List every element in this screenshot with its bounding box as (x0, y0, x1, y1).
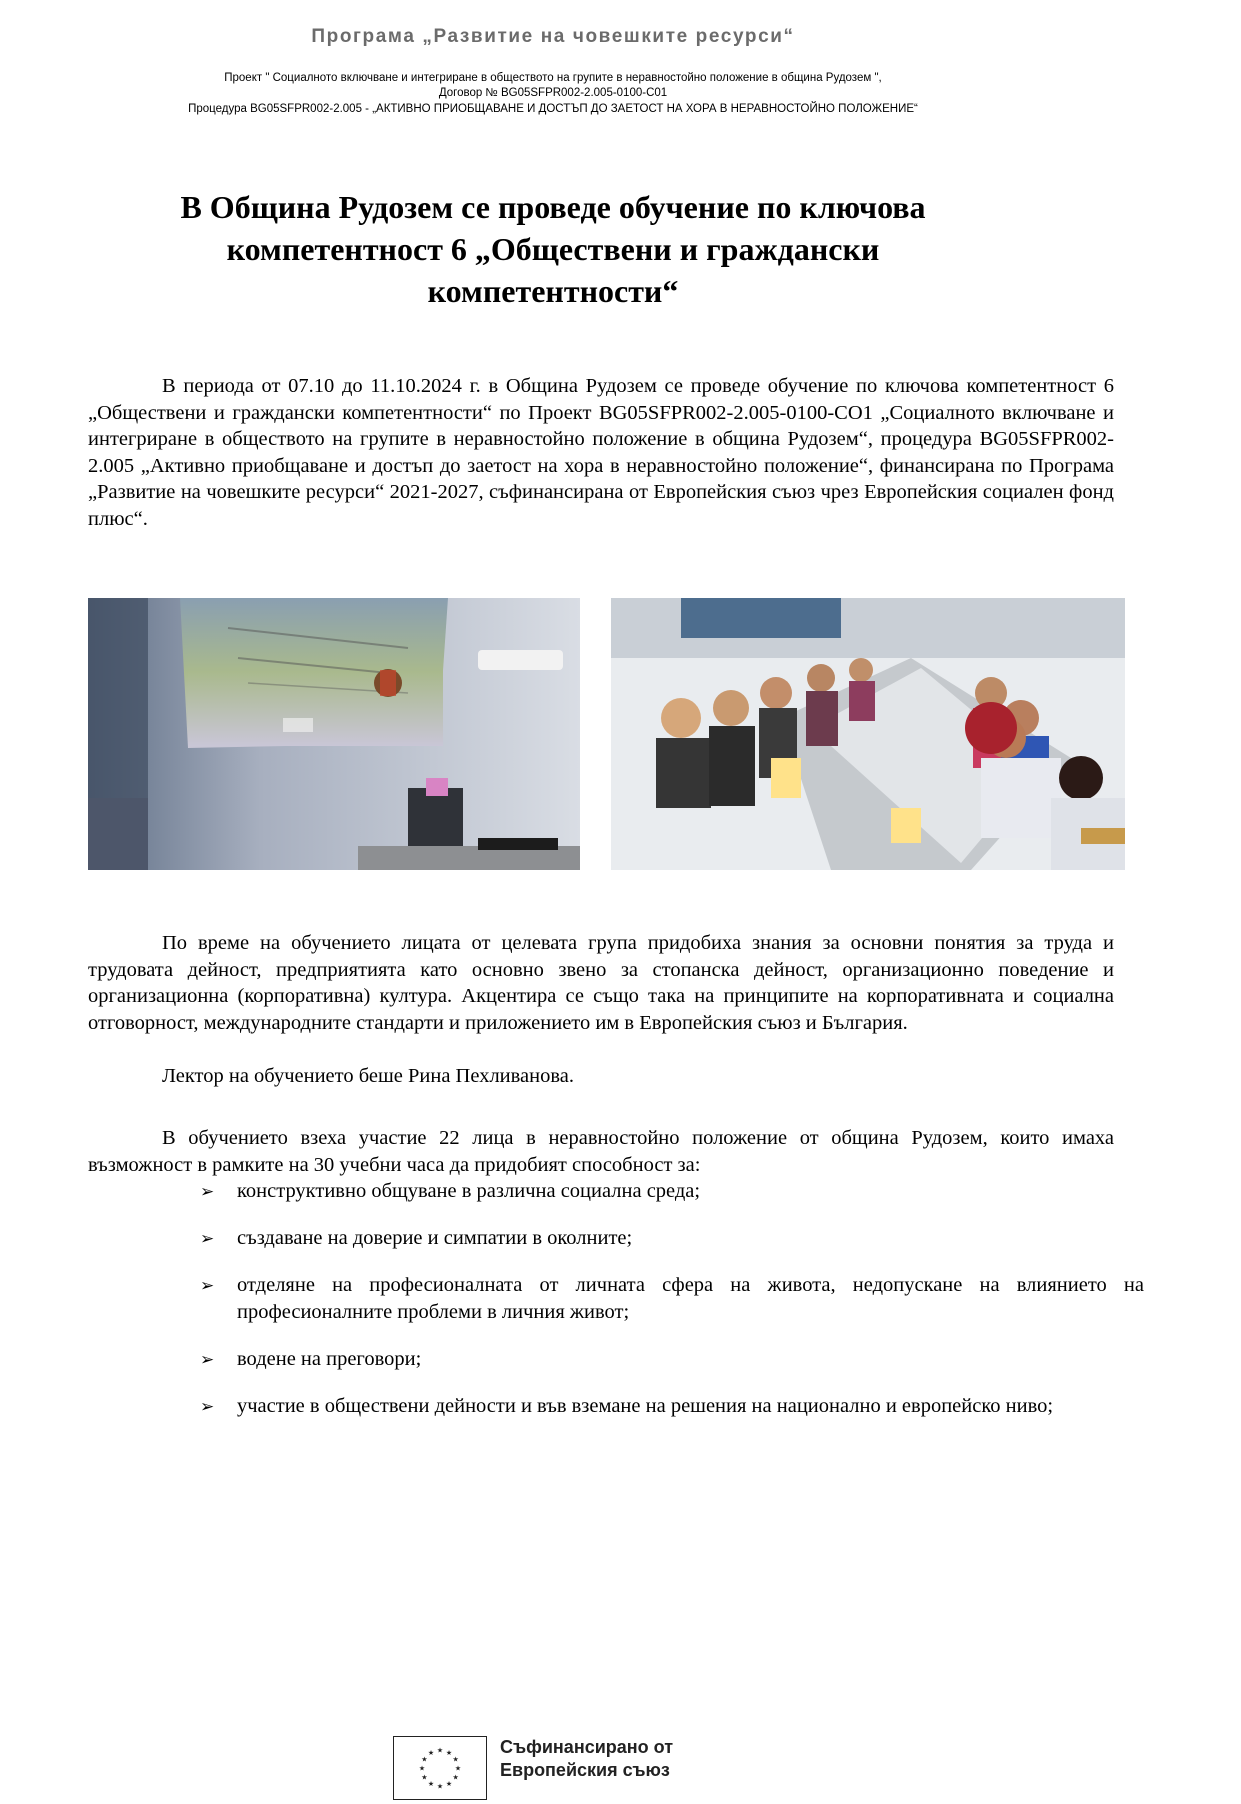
arrow-bullet-icon: ➢ (200, 1229, 215, 1248)
arrow-bullet-icon: ➢ (200, 1350, 215, 1369)
title-line-3: компетентности“ (427, 273, 679, 309)
list-item: ➢ отделяне на професионалната от личната сфера на живота, недопускане на влиянието на професионалните проблеми в личния живот; (200, 1274, 1144, 1323)
title-line-1: В Община Рудозем се проведе обучение по ключова (180, 189, 926, 225)
training-photo-participants (611, 598, 1125, 870)
arrow-bullet-icon: ➢ (200, 1182, 215, 1201)
intro-paragraph: В периода от 07.10 до 11.10.2024 г. в Община Рудозем се проведе обучение по ключова компетентност 6 „Обществени и граждански компетентности“ по Проект BG05SFPR002-2.005-0100-CO1 „Социалното включване и интегриране в обществото на групите в неравностойно положение в община Рудозем“, процедура BG05SFPR002-2.005 „Активно приобщаване и достъп до заетост на хора в неравностойно положение“, финансирана по Програма „Развитие на човешките ресурси“ 2021-2027, съфинансирана от Европейския съюз чрез Европейския социален фонд плюс“. (88, 375, 1114, 530)
eu-star-icon: ★ (454, 1764, 462, 1773)
eu-star-icon: ★ (421, 1773, 428, 1782)
training-photo-projector (88, 598, 580, 870)
lector-paragraph: Лектор на обучението беше Рина Пехливанова. (162, 1065, 575, 1087)
eu-star-icon: ★ (452, 1755, 459, 1764)
eu-star-icon: ★ (445, 1748, 453, 1757)
eu-star-icon: ★ (418, 1764, 426, 1773)
eu-star-icon: ★ (445, 1780, 453, 1789)
arrow-bullet-icon: ➢ (200, 1276, 215, 1295)
skills-list (200, 1178, 1144, 1440)
eu-star-icon: ★ (436, 1746, 444, 1755)
eu-star-icon: ★ (436, 1782, 444, 1791)
page-title (150, 186, 956, 312)
eu-star-icon: ★ (452, 1773, 459, 1782)
eu-flag-icon (393, 1736, 487, 1800)
procedure-line: Процедура BG05SFPR002-2.005 - „АКТИВНО ПРИОБЩАВАНЕ И ДОСТЪП ДО ЗАЕТОСТ НА ХОРА В НЕРАВНОСТОЙНО ПОЛОЖЕНИЕ“ (188, 103, 918, 115)
list-item: ➢ водене на преговори; (200, 1346, 1144, 1373)
title-line-2: компетентност 6 „Обществени и граждански (226, 231, 880, 267)
list-item: ➢ участие в обществени дейности и във вземане на решения на национално и европейско ниво; (200, 1393, 1144, 1420)
list-item: ➢ конструктивно общуване в различна социална среда; (200, 1178, 1144, 1205)
eu-cofunded-label: Съфинансирано от Европейския съюз (500, 1737, 674, 1780)
program-title: Програма „Развитие на човешките ресурси“ (311, 26, 795, 47)
arrow-bullet-icon: ➢ (200, 1397, 215, 1416)
contract-line: Договор № BG05SFPR002-2.005-0100-C01 (438, 87, 668, 99)
eu-star-icon: ★ (427, 1780, 435, 1789)
eu-star-icon: ★ (421, 1755, 428, 1764)
eu-star-icon: ★ (427, 1748, 435, 1757)
training-content-paragraph: По време на обучението лицата от целевата група придобиха знания за основни понятия за труда и трудовата дейност, предприятията като основно звено за стопанска дейност, организационно поведение и организационна (корпоративна) култура. Акцентира се също така на принципите на корпоративната и социална отговорност, международните стандарти и приложението им в Европейския съюз и България. (88, 932, 1114, 1034)
list-item: ➢ създаване на доверие и симпатии в околните; (200, 1225, 1144, 1252)
participation-paragraph: В обучението взеха участие 22 лица в неравностойно положение от община Рудозем, които имаха възможност в рамките на 30 учебни часа да придобият способност за: (88, 1127, 1114, 1176)
project-line: Проект " Социалното включване и интегриране в обществото на групите в неравностойно положение в община Рудозем ", (224, 72, 882, 84)
